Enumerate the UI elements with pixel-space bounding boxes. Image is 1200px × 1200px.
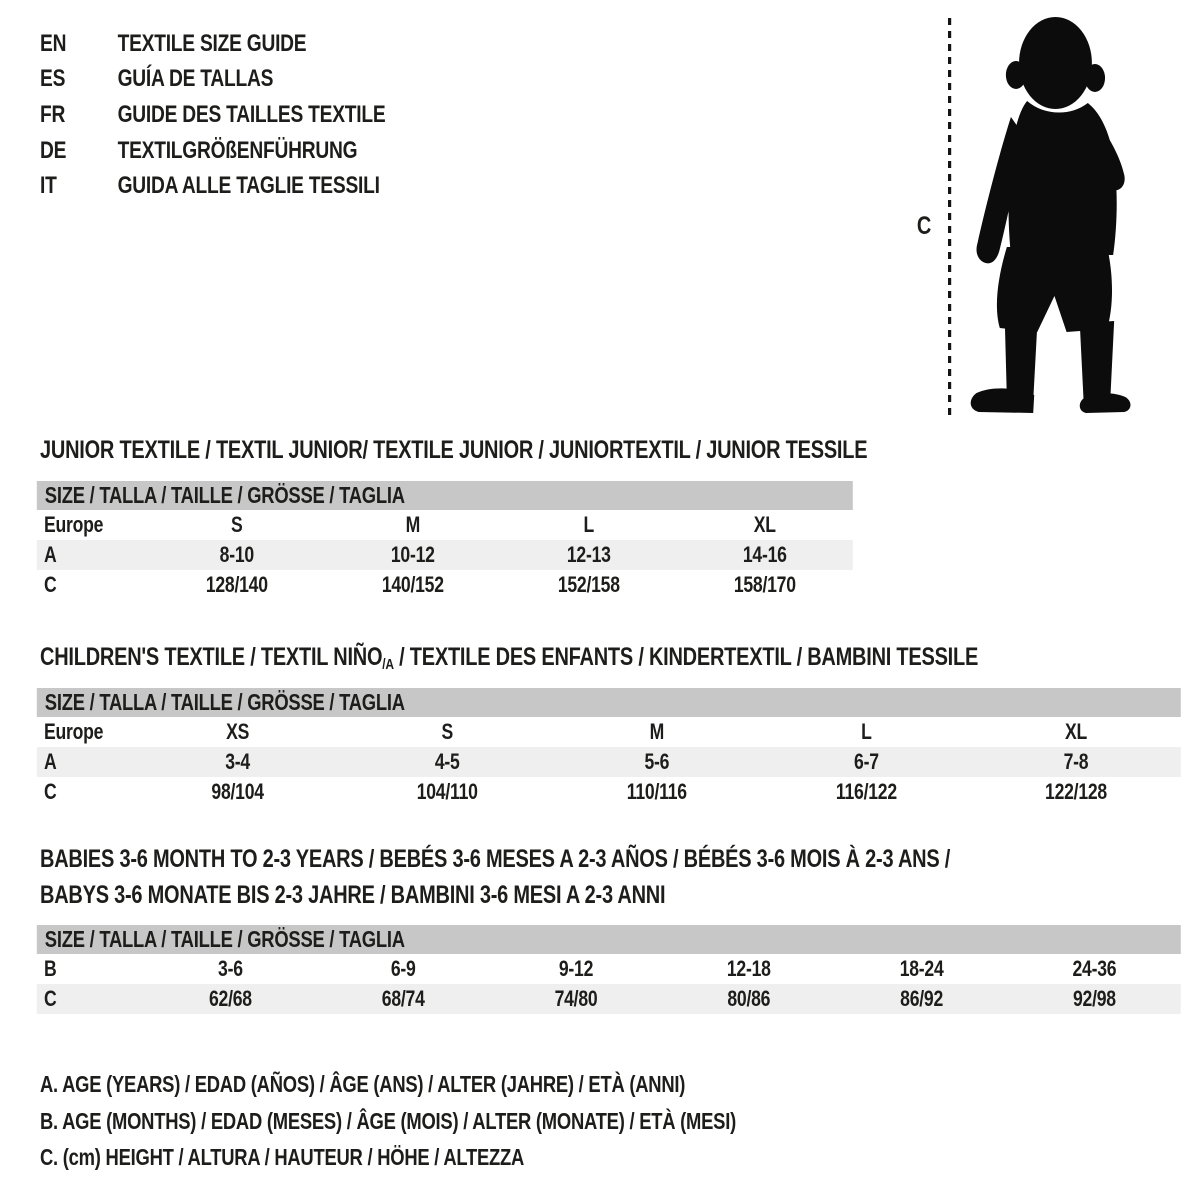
- size-cell: 98/104: [211, 779, 264, 804]
- size-cell: 6-7: [854, 749, 879, 774]
- size-cell: 6-9: [390, 956, 416, 981]
- children-row-europe: [37, 717, 1181, 747]
- row-label: C: [44, 779, 57, 804]
- size-col-header: M: [405, 512, 421, 537]
- children-row-height: [37, 777, 1181, 807]
- size-cell: 122/128: [1045, 779, 1107, 804]
- size-cell: 152/158: [557, 572, 620, 597]
- children-heading-part1: CHILDREN'S TEXTILE / TEXTIL NIÑO: [40, 643, 383, 671]
- size-cell: 140/152: [381, 572, 444, 597]
- babies-size-table: [37, 925, 1181, 1014]
- babies-heading-line1: BABIES 3-6 MONTH TO 2-3 YEARS / BEBÉS 3-6 MESES A 2-3 AÑOS / BÉBÉS 3-6 MOIS À 2-3 ANS /: [40, 845, 951, 873]
- size-cell: 110/116: [626, 779, 687, 804]
- guide-title-fr: GUIDE DES TAILLES TEXTILE: [117, 100, 386, 128]
- size-cell: 86/92: [900, 986, 944, 1011]
- size-cell: 104/110: [416, 779, 478, 804]
- children-heading-subscript: /A: [382, 656, 394, 673]
- height-measure-dashed-line: [948, 18, 951, 416]
- row-label: Europe: [44, 719, 104, 744]
- row-label: C: [44, 986, 57, 1011]
- babies-section-heading: [40, 842, 950, 913]
- legend-line-b: B. AGE (MONTHS) / EDAD (MESES) / ÂGE (MOIS) / ALTER (MONATE) / ETÀ (MESI): [40, 1107, 736, 1134]
- row-label: B: [44, 956, 57, 981]
- size-col-header: XL: [753, 512, 776, 537]
- row-label: Europe: [44, 512, 104, 537]
- size-cell: 18-24: [899, 956, 944, 981]
- size-cell: 24-36: [1072, 956, 1117, 981]
- lang-row-fr: [40, 97, 385, 133]
- size-cell: 62/68: [208, 986, 252, 1011]
- lang-row-en: [40, 26, 385, 62]
- lang-code: FR: [40, 100, 66, 128]
- junior-size-table: [37, 481, 853, 600]
- row-label: A: [44, 542, 57, 567]
- children-section-heading: [40, 643, 978, 672]
- measurement-legend: [40, 1066, 736, 1176]
- guide-title-it: GUIDA ALLE TAGLIE TESSILI: [117, 172, 380, 200]
- children-row-age: [37, 747, 1181, 777]
- babies-heading-line2: BABYS 3-6 MONATE BIS 2-3 JAHRE / BAMBINI 3-6 MESI A 2-3 ANNI: [40, 880, 666, 909]
- lang-code: DE: [40, 136, 67, 164]
- lang-row-it: [40, 168, 385, 204]
- lang-row-es: [40, 62, 385, 98]
- size-cell: 68/74: [381, 986, 425, 1011]
- size-col-header: S: [441, 719, 453, 744]
- size-cell: 12-18: [726, 956, 771, 981]
- guide-title-es: GUÍA DE TALLAS: [117, 65, 274, 93]
- size-cell: 12-13: [566, 542, 611, 567]
- children-size-bar: SIZE / TALLA / TAILLE / GRÖSSE / TAGLIA: [37, 688, 1181, 717]
- junior-row-height: [37, 570, 853, 600]
- size-col-header: XL: [1064, 719, 1087, 744]
- legend-line-c: C. (cm) HEIGHT / ALTURA / HAUTEUR / HÖHE / ALTEZZA: [40, 1144, 525, 1170]
- size-cell: 128/140: [205, 572, 268, 597]
- junior-size-bar: SIZE / TALLA / TAILLE / GRÖSSE / TAGLIA: [37, 481, 853, 510]
- size-col-header: L: [861, 719, 872, 744]
- children-heading-part2: / TEXTILE DES ENFANTS / KINDERTEXTIL / BAMBINI TESSILE: [393, 643, 979, 671]
- babies-size-bar: SIZE / TALLA / TAILLE / GRÖSSE / TAGLIA: [37, 925, 1181, 954]
- size-cell: 7-8: [1063, 749, 1089, 774]
- children-size-table: [37, 688, 1181, 807]
- babies-row-months: [37, 954, 1181, 984]
- size-col-header: XS: [226, 719, 250, 744]
- size-cell: 80/86: [727, 986, 771, 1011]
- size-cell: 10-12: [390, 542, 435, 567]
- lang-code: EN: [40, 29, 67, 57]
- toddler-silhouette-icon: [966, 15, 1134, 417]
- size-cell: 74/80: [554, 986, 598, 1011]
- size-cell: 14-16: [742, 542, 787, 567]
- size-cell: 5-6: [644, 749, 670, 774]
- row-label: A: [44, 749, 57, 774]
- size-cell: 3-6: [218, 956, 243, 981]
- size-cell: 8-10: [219, 542, 254, 567]
- junior-row-age: [37, 540, 853, 570]
- size-col-header: M: [649, 719, 665, 744]
- size-cell: 158/170: [733, 572, 796, 597]
- junior-section-heading: JUNIOR TEXTILE / TEXTIL JUNIOR/ TEXTILE JUNIOR / JUNIORTEXTIL / JUNIOR TESSILE: [40, 436, 868, 464]
- lang-code: IT: [40, 172, 57, 200]
- babies-row-height: [37, 984, 1181, 1014]
- height-measure-label: C: [916, 212, 932, 240]
- size-cell: 116/122: [835, 779, 897, 804]
- junior-row-europe: [37, 510, 853, 540]
- size-cell: 9-12: [558, 956, 594, 981]
- size-col-header: L: [583, 512, 595, 537]
- lang-row-de: [40, 133, 385, 169]
- row-label: C: [44, 572, 57, 597]
- legend-line-a: A. AGE (YEARS) / EDAD (AÑOS) / ÂGE (ANS) / ALTER (JAHRE) / ETÀ (ANNI): [40, 1071, 686, 1097]
- size-cell: 4-5: [434, 749, 460, 774]
- language-title-list: [40, 26, 385, 204]
- lang-code: ES: [40, 65, 66, 93]
- size-cell: 92/98: [1072, 986, 1116, 1011]
- guide-title-en: TEXTILE SIZE GUIDE: [117, 29, 307, 57]
- guide-title-de: TEXTILGRÖßENFÜHRUNG: [117, 136, 358, 164]
- size-col-header: S: [231, 512, 243, 537]
- size-cell: 3-4: [225, 749, 250, 774]
